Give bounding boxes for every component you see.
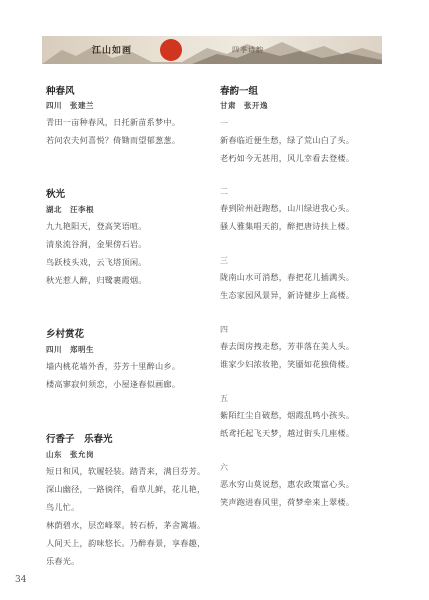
poem-author: 山东 张允岗 [46, 450, 94, 459]
banner-section-title: 四季诗韵 [232, 46, 264, 54]
poem-title: 春韵一组 [220, 86, 259, 97]
poem-line: 新春临近便生愁，绿了荒山白了头。 [220, 135, 355, 145]
poem-line: 春去闺房拽走愁，芳菲落在美人头。 [220, 341, 355, 351]
poem-line: 林荫碧水，层峦峰翠。转石桥，茅舍篱墙。 [46, 520, 206, 530]
section-number: 二 [220, 187, 228, 196]
poem-author: 四川 张建兰 [46, 101, 94, 110]
poem-line: 秋光惹人醉，归鹭裹霞烟。 [46, 275, 147, 285]
poem-line: 生态家园风景异，新诗健步上高楼。 [220, 290, 355, 300]
banner-calligraphy: 江山如画 [92, 46, 133, 56]
section-number: 六 [220, 463, 228, 472]
poem-line: 乐春光。 [46, 556, 80, 566]
poem-line: 骚人雅集唱天韵，醉把唐诗扶上楼。 [220, 221, 355, 231]
poem-author: 四川 郑明生 [46, 345, 94, 354]
header-banner [42, 36, 382, 64]
poem-line: 紫陌红尘自破愁，烟霞乱鸣小孩头。 [220, 410, 355, 420]
poem-line: 鸟儿忙。 [46, 502, 80, 512]
poem-line: 纸鸢托起飞天梦，越过街头几座楼。 [220, 428, 355, 438]
poem-line: 清泉流谷涧，金果傍石岩。 [46, 239, 147, 249]
poem-line: 春到阶州赶跑愁，山川绿进我心头。 [220, 203, 355, 213]
poem-line: 谁家少妇浓妆艳，笑靥如花独倚楼。 [220, 359, 355, 369]
poem-line: 九九艳阳天，登高笑语喧。 [46, 221, 147, 231]
section-number: 三 [220, 256, 228, 265]
poem-title: 乡村赏花 [46, 329, 85, 340]
page-number: 34 [15, 575, 27, 585]
poem-line: 若问农夫何喜悦？倚锄而望郁葱葱。 [46, 135, 181, 145]
poem-line: 老朽如今无甚用，风儿幸看去登楼。 [220, 153, 355, 163]
poem-author: 甘肃 张开逸 [220, 101, 268, 110]
poem-author: 湖北 汪李根 [46, 205, 94, 214]
poem-line: 人间天上，韵味悠长。乃醉春景，享春趣， [46, 538, 206, 548]
poem-line: 鸟跃枝头戏，云飞塔顶闲。 [46, 257, 147, 267]
poem-line: 笑声跑进春风里，荷梦牵来上翠楼。 [220, 497, 355, 507]
poem-line: 墙内桃花墙外香，芬芳十里醉山乡。 [46, 361, 181, 371]
poem-line: 深山幽径，一路徜徉，看草儿鲜，花儿艳， [46, 484, 206, 494]
section-number: 四 [220, 325, 228, 334]
poem-line: 恶水穷山莫说愁，惠农政策富心头。 [220, 479, 355, 489]
red-sun-icon [160, 39, 182, 61]
poem-line: 陇南山水可消愁，春把花儿插满头。 [220, 272, 355, 282]
section-number: 一 [220, 119, 228, 128]
poem-line: 短日和风，软履轻装。踏青来，满目芬芳。 [46, 466, 206, 476]
poem-line: 青田一亩种春风，日托新苗系梦中。 [46, 117, 181, 127]
poem-line: 楼高寥寂何须恋，小屋逢春似画廊。 [46, 379, 181, 389]
poem-title: 秋光 [46, 189, 66, 200]
poem-title: 种春风 [46, 86, 75, 97]
poem-title: 行香子 乐春光 [46, 434, 113, 445]
section-number: 五 [220, 394, 228, 403]
